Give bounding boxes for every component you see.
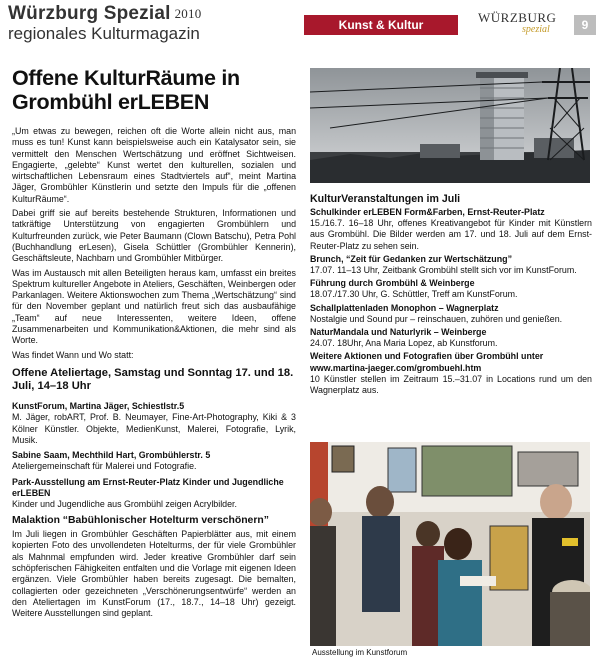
atelier-entry — [12, 401, 296, 446]
hotel-tower-photo — [310, 68, 590, 183]
photo-caption: Ausstellung im Kunstforum — [312, 648, 408, 657]
event-text: 24.07. 18Uhr, Ana Maria Lopez, ab Kunstforum. — [310, 338, 498, 349]
event-text: Nostalgie und Sound pur – reinschauen, zuhören und genießen. — [310, 313, 563, 324]
article-headline: Offene KulturRäume in Grombühl erLEBEN — [12, 66, 240, 114]
masthead — [8, 4, 268, 44]
event-item — [310, 207, 592, 252]
article-paragraph: Was findet Wann und Wo statt: — [12, 349, 134, 360]
event-title: Führung durch Grombühl & Weinberge — [310, 278, 475, 289]
atelier-entry-text: M. Jäger, robART, Prof. B. Neumayer, Fine-Art-Photography, Kiki & 3 Kölner Künstler. Objekte, MedienKunst, Malerei, Fotografie, Lyrik, Musik. — [12, 412, 296, 445]
article-left-column — [12, 66, 296, 622]
masthead-title-text: Würzburg Spezial — [8, 3, 171, 24]
events-heading: KulturVeranstaltungen im Juli — [310, 193, 461, 205]
atelier-entry-text: Kinder und Jugendliche aus Grombühl zeigen Acrylbilder. — [12, 499, 237, 510]
atelier-entry-title: Sabine Saam, Mechthild Hart, Grombühlerstr. 5 — [12, 450, 211, 461]
article-paragraph: Dabei griff sie auf bereits bestehende Strukturen, Informationen und tatkräftige Unterstützung von engagierten Grombühlern und Kulturfreunden zurück, wie Peter Baumann (Clown Batschu), Petra Pohl (Buchhandlung erLesen), Gisela Schüttler (Grombühler Kennerin), Geschäftsleute, Nachbarn und Grombühler Mitbürger. — [12, 208, 296, 264]
logo-main-text: WÜRZBURG — [478, 10, 557, 25]
exhibition-photo — [310, 442, 590, 646]
masthead-year: 2010 — [174, 6, 202, 21]
event-title: Schulkinder erLEBEN Form&Farben, Ernst-Reuter-Platz — [310, 207, 545, 217]
atelier-entry-text: Ateliergemeinschaft für Malerei und Fotografie. — [12, 461, 197, 472]
wuerzburg-logo — [478, 10, 558, 40]
atelier-entry — [12, 477, 296, 511]
event-item — [310, 327, 592, 349]
event-title: Brunch, “Zeit für Gedanken zur Wertschätzung” — [310, 253, 513, 264]
malaktion-text: Im Juli liegen in Grombühler Geschäften Papierblätter aus, mit einem kopierten Foto des unvollendeten Hotelturms, der für viele Grombühler als Mahnmal empfunden wird. Jeder kreative Grombühler darf sein schöpferischen Fähigkeiten entfalten und die Vorlage mit eigenen Ideen ergänzen. Viele Grombühler haben bereits zugesagt. Die bemalten, collagierten oder gezeichneten „Verschönerungsentwürfe“ werden an den Ateliertagen im KunstForum (17., 18.7., 14–18 Uhr) gezeigt. Weitere Ausstellungen sind geplant. — [12, 529, 296, 619]
malaktion-heading: Malaktion “Babühlonischer Hotelturm verschönern” — [12, 514, 269, 526]
event-title: Weitere Aktionen und Fotografien über Grombühl unter www.martina-jaeger.com/grombuehl.htm — [310, 351, 544, 373]
article-right-column — [310, 68, 592, 398]
event-text: 18.07./17.30 Uhr, G. Schüttler, Treff am KunstForum. — [310, 289, 518, 300]
article-paragraph: Was im Austausch mit allen Beteiligten heraus kam, umfasst ein breites Spektrum kultureller Angebote in Ateliers, Geschäften, Weinbergen oder Parkanlagen. Weitere Aktionswochen zum Thema „Wertschätzung“ sind für den November geplant und natürlich freut sich das ausbaufähige „Team“ auf neue Interessenten, weitere Ideen, offene Zusammenarbeiten und Kommunikation&Aktionen, die mehr sind als Worte. — [12, 267, 296, 346]
masthead-subtitle: regionales Kulturmagazin — [8, 24, 200, 43]
event-text: 15./16.7. 16–18 Uhr, offenes Kreativangebot für Kinder mit Künstlern aus Grombühl. Die Bilder werden am 17. und 18. Juli auf dem Ernst-Reuter-Platz zu sehen sein. — [310, 218, 592, 251]
event-text: 17.07. 11–13 Uhr, Zeitbank Grombühl stellt sich vor im KunstForum. — [310, 265, 577, 276]
section-label: Kunst & Kultur — [304, 15, 458, 35]
masthead-title — [8, 4, 268, 24]
event-item — [310, 278, 592, 300]
page-number: 9 — [574, 15, 596, 35]
event-title: Schallplattenladen Monophon – Wagnerplatz — [310, 302, 499, 313]
article-paragraph: „Um etwas zu bewegen, reichen oft die Worte allein nicht aus, man muss es tun! Kunst kann beispielsweise auch ein Katalysator sein, sie vermittelt den Menschen Wertschätzung und eröffnet Sichtweisen. Engagierte, „gelebte“ Kunst wertet den kulturellen, sozialen und wirtschaftlichen Lebensraum eines Stadtviertels auf“, meint Martina Jäger, Grombühler Künstlerin und setzte den Impuls für die „offenen KulturRäume“. — [12, 126, 296, 204]
event-item — [310, 351, 592, 396]
event-text: 10 Künstler stellen im Zeitraum 15.–31.07 in Locations rund um den Wagnerplatz aus. — [310, 373, 592, 396]
event-item — [310, 303, 592, 325]
atelier-entry — [12, 450, 296, 473]
atelier-entry-title: KunstForum, Martina Jäger, Schiestlstr.5 — [12, 400, 185, 411]
logo-script-text: spezial — [522, 24, 550, 35]
atelier-entry-title: Park-Ausstellung am Ernst-Reuter-Platz Kinder und Jugendliche erLEBEN — [12, 476, 284, 499]
ateliertage-heading: Offene Ateliertage, Samstag und Sonntag 17. und 18. Juli, 14–18 Uhr — [12, 366, 294, 393]
event-item — [310, 254, 592, 276]
event-title: NaturMandala und Naturlyrik – Weinberge — [310, 327, 487, 338]
